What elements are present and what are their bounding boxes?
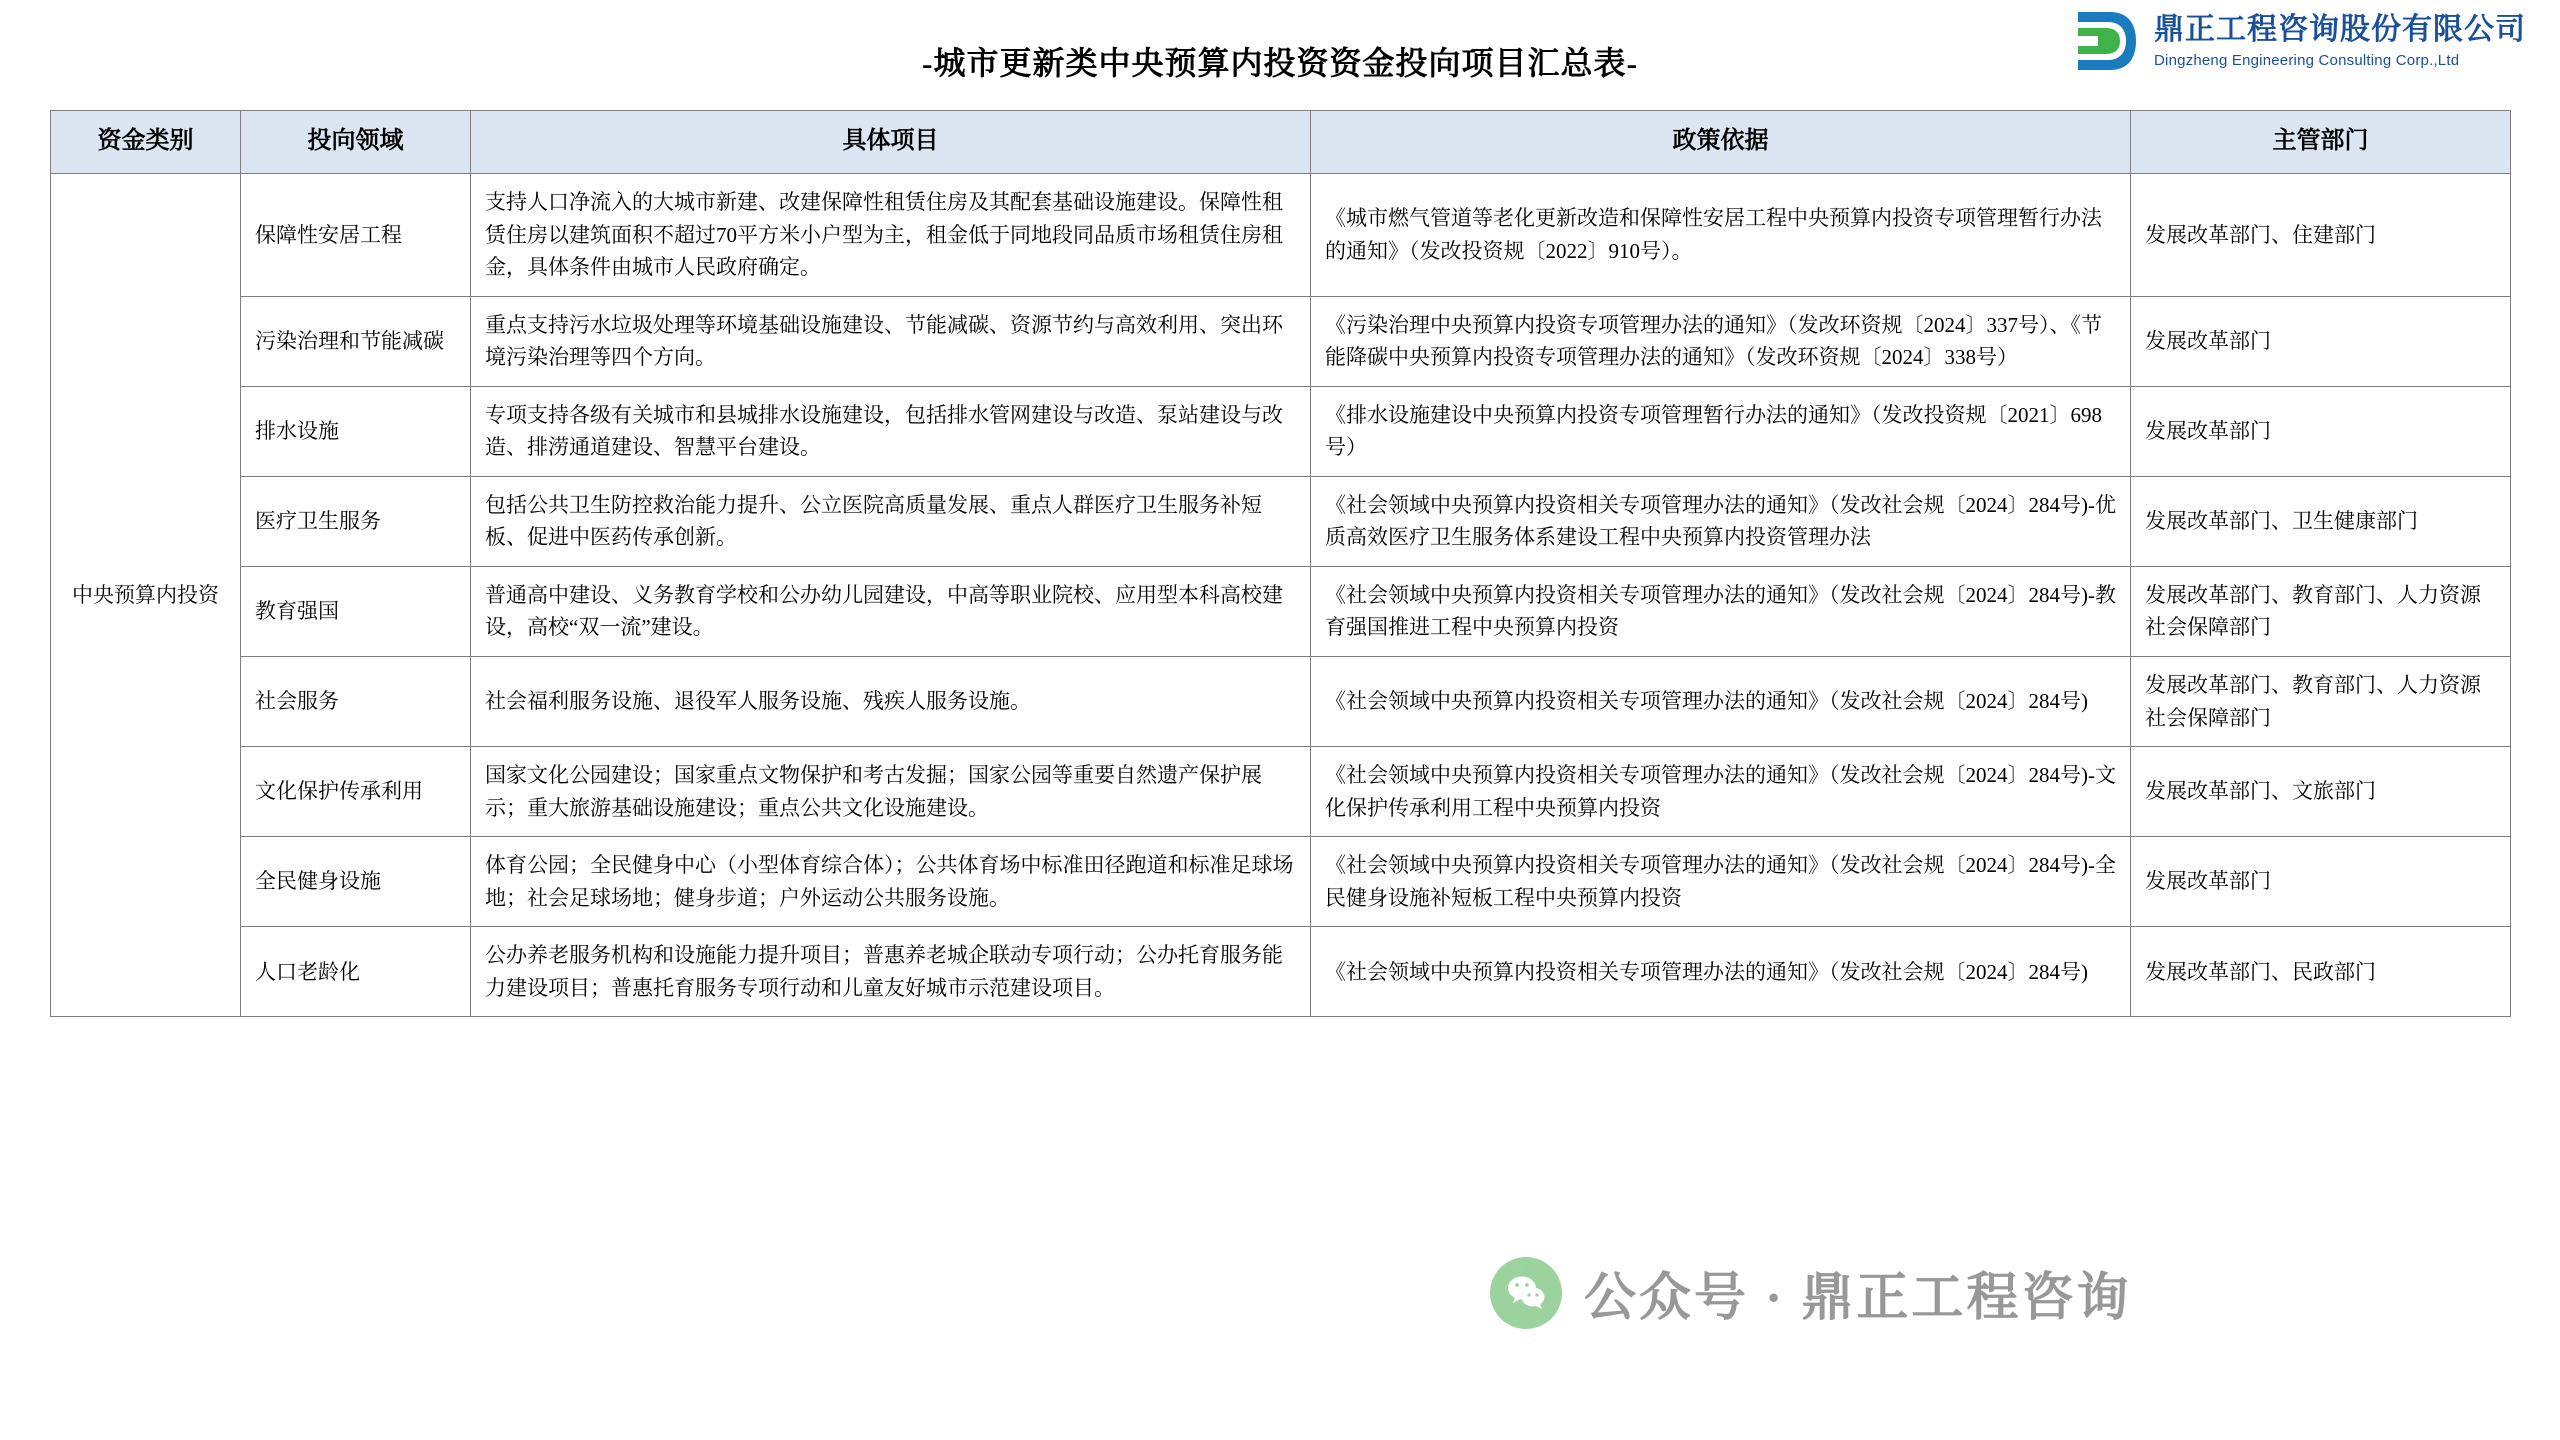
table-row: [51, 476, 2511, 566]
col-header-field: 投向领域: [241, 111, 471, 174]
cell-policy: 《社会领域中央预算内投资相关专项管理办法的通知》（发改社会规〔2024〕284号)-教育强国推进工程中央预算内投资: [1311, 566, 2131, 656]
cell-dept: 发展改革部门、文旅部门: [2131, 747, 2511, 837]
cell-field: 排水设施: [241, 386, 471, 476]
brand-name-cn: 鼎正工程咨询股份有限公司: [2154, 13, 2526, 47]
brand-text: [2154, 13, 2526, 69]
table-row: [51, 566, 2511, 656]
cell-field: 教育强国: [241, 566, 471, 656]
table-row: [51, 174, 2511, 297]
cell-field: 医疗卫生服务: [241, 476, 471, 566]
cell-policy: 《排水设施建设中央预算内投资专项管理暂行办法的通知》（发改投资规〔2021〕698号）: [1311, 386, 2131, 476]
cell-field: 污染治理和节能减碳: [241, 296, 471, 386]
cell-dept: 发展改革部门、民政部门: [2131, 927, 2511, 1017]
cell-policy: 《社会领域中央预算内投资相关专项管理办法的通知》（发改社会规〔2024〕284号)-文化保护传承利用工程中央预算内投资: [1311, 747, 2131, 837]
cell-detail: 包括公共卫生防控救治能力提升、公立医院高质量发展、重点人群医疗卫生服务补短板、促进中医药传承创新。: [471, 476, 1311, 566]
cell-policy: 《污染治理中央预算内投资专项管理办法的通知》（发改环资规〔2024〕337号）、《节能降碳中央预算内投资专项管理办法的通知》（发改环资规〔2024〕338号）: [1311, 296, 2131, 386]
company-brand: [2074, 8, 2526, 74]
cell-dept: 发展改革部门、住建部门: [2131, 174, 2511, 297]
col-header-dept: 主管部门: [2131, 111, 2511, 174]
table-row: [51, 386, 2511, 476]
col-header-policy: 政策依据: [1311, 111, 2131, 174]
d-mark-logo-icon: [2074, 8, 2140, 74]
cell-detail: 体育公园；全民健身中心（小型体育综合体）；公共体育场中标准田径跑道和标准足球场地；社会足球场地；健身步道；户外运动公共服务设施。: [471, 837, 1311, 927]
col-header-category: 资金类别: [51, 111, 241, 174]
cell-dept: 发展改革部门: [2131, 296, 2511, 386]
table-row: [51, 657, 2511, 747]
cell-field: 人口老龄化: [241, 927, 471, 1017]
table-row: [51, 837, 2511, 927]
cell-policy: 《社会领域中央预算内投资相关专项管理办法的通知》（发改社会规〔2024〕284号)-全民健身设施补短板工程中央预算内投资: [1311, 837, 2131, 927]
cell-dept: 发展改革部门: [2131, 386, 2511, 476]
cell-policy: 《城市燃气管道等老化更新改造和保障性安居工程中央预算内投资专项管理暂行办法的通知》（发改投资规〔2022〕910号）。: [1311, 174, 2131, 297]
watermark: [1490, 1255, 2131, 1330]
cell-policy: 《社会领域中央预算内投资相关专项管理办法的通知》（发改社会规〔2024〕284号): [1311, 657, 2131, 747]
cell-field: 社会服务: [241, 657, 471, 747]
cell-field: 文化保护传承利用: [241, 747, 471, 837]
cell-detail: 普通高中建设、义务教育学校和公办幼儿园建设，中高等职业院校、应用型本科高校建设，高校“双一流”建设。: [471, 566, 1311, 656]
summary-table: [50, 110, 2511, 1017]
cell-detail: 公办养老服务机构和设施能力提升项目；普惠养老城企联动专项行动；公办托育服务能力建设项目；普惠托育服务专项行动和儿童友好城市示范建设项目。: [471, 927, 1311, 1017]
table-header-row: [51, 111, 2511, 174]
cell-detail: 国家文化公园建设；国家重点文物保护和考古发掘；国家公园等重要自然遗产保护展示；重大旅游基础设施建设；重点公共文化设施建设。: [471, 747, 1311, 837]
cell-field: 保障性安居工程: [241, 174, 471, 297]
cell-detail: 社会福利服务设施、退役军人服务设施、残疾人服务设施。: [471, 657, 1311, 747]
cell-dept: 发展改革部门、卫生健康部门: [2131, 476, 2511, 566]
table-row: [51, 747, 2511, 837]
col-header-detail: 具体项目: [471, 111, 1311, 174]
cell-dept: 发展改革部门: [2131, 837, 2511, 927]
cell-detail: 支持人口净流入的大城市新建、改建保障性租赁住房及其配套基础设施建设。保障性租赁住房以建筑面积不超过70平方米小户型为主，租金低于同地段同品质市场租赁住房租金，具体条件由城市人民政府确定。: [471, 174, 1311, 297]
brand-name-en: Dingzheng Engineering Consulting Corp.,Ltd: [2154, 51, 2460, 69]
watermark-text: 公众号 · 鼎正工程咨询: [1584, 1270, 2132, 1327]
cell-dept: 发展改革部门、教育部门、人力资源社会保障部门: [2131, 657, 2511, 747]
cell-dept: 发展改革部门、教育部门、人力资源社会保障部门: [2131, 566, 2511, 656]
cell-field: 全民健身设施: [241, 837, 471, 927]
document-header: [0, 0, 2560, 100]
cell-policy: 《社会领域中央预算内投资相关专项管理办法的通知》（发改社会规〔2024〕284号): [1311, 927, 2131, 1017]
cell-category: 中央预算内投资: [51, 174, 241, 1017]
summary-table-container: [50, 110, 2510, 1017]
cell-policy: 《社会领域中央预算内投资相关专项管理办法的通知》（发改社会规〔2024〕284号)-优质高效医疗卫生服务体系建设工程中央预算内投资管理办法: [1311, 476, 2131, 566]
cell-detail: 重点支持污水垃圾处理等环境基础设施建设、节能减碳、资源节约与高效利用、突出环境污染治理等四个方向。: [471, 296, 1311, 386]
cell-detail: 专项支持各级有关城市和县城排水设施建设，包括排水管网建设与改造、泵站建设与改造、排涝通道建设、智慧平台建设。: [471, 386, 1311, 476]
page-title: -城市更新类中央预算内投资资金投向项目汇总表-: [921, 45, 1639, 81]
table-row: [51, 296, 2511, 386]
table-row: [51, 927, 2511, 1017]
wechat-icon: [1490, 1257, 1562, 1329]
